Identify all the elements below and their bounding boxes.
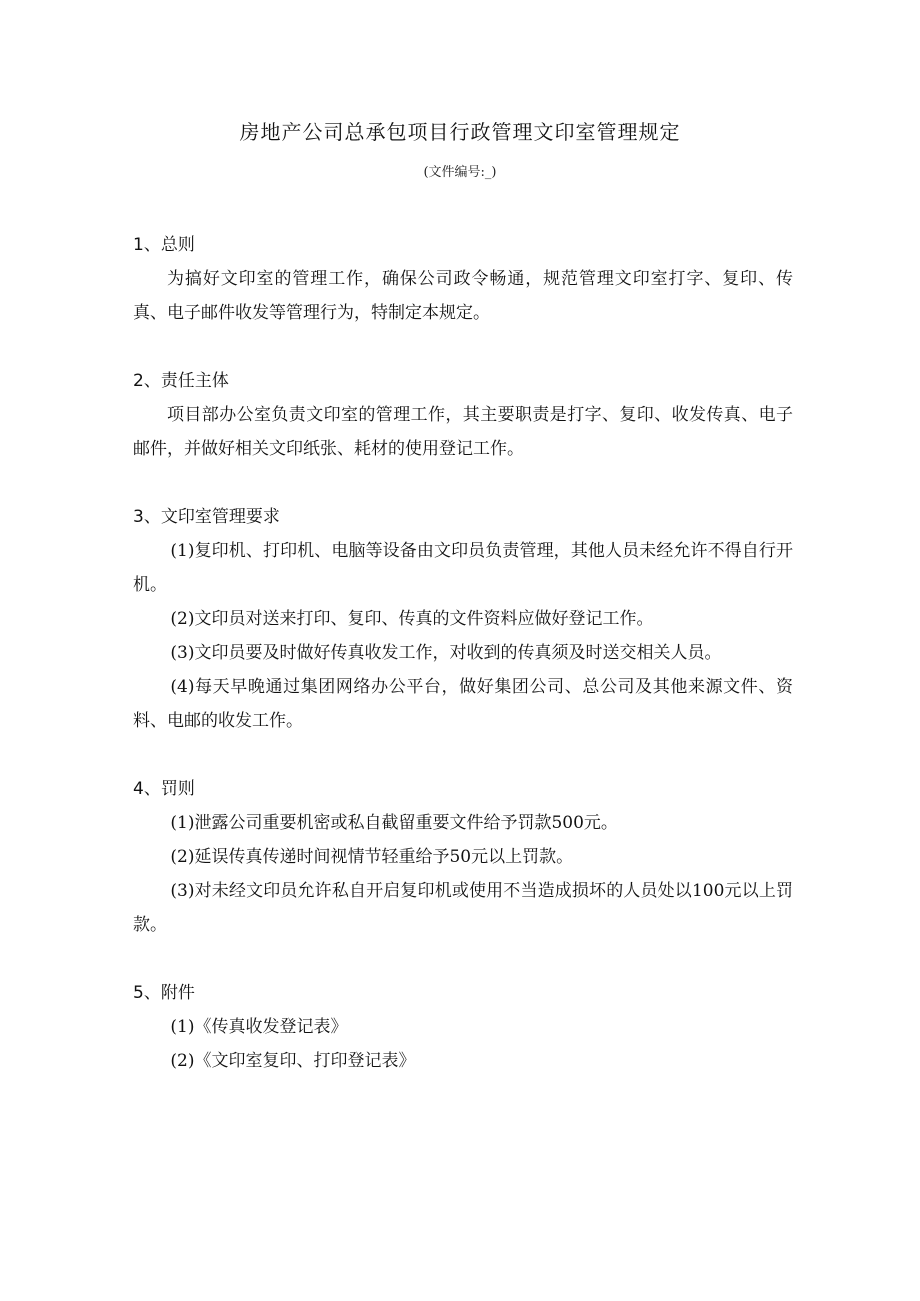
attachment-item: (2)《文印室复印、打印登记表》 (170, 1051, 416, 1071)
document-body (133, 228, 793, 1112)
section-management-requirements (133, 500, 793, 738)
section-penalties (133, 772, 793, 942)
list-item: (4)每天早晚通过集团网络办公平台，做好集团公司、总公司及其他来源文件、资料、电邮的收发工作。 (133, 677, 793, 731)
section-heading: 4、罚则 (133, 779, 195, 799)
section-heading: 1、总则 (133, 235, 195, 255)
list-item: (3)文印员要及时做好传真收发工作，对收到的传真须及时送交相关人员。 (170, 643, 722, 663)
section-heading: 3、文印室管理要求 (133, 507, 280, 527)
section-heading: 5、附件 (133, 983, 195, 1003)
document-number: (文件编号:_) (423, 165, 497, 180)
section-paragraph: 项目部办公室负责文印室的管理工作，其主要职责是打字、复印、收发传真、电子邮件，并做好相关文印纸张、耗材的使用登记工作。 (133, 405, 793, 459)
section-paragraph: 为搞好文印室的管理工作，确保公司政令畅通，规范管理文印室打字、复印、传真、电子邮件收发等管理行为，特制定本规定。 (133, 269, 793, 323)
list-item: (2)延误传真传递时间视情节轻重给予50元以上罚款。 (170, 847, 574, 867)
section-responsibility (133, 364, 793, 466)
list-item: (3)对未经文印员允许私自开启复印机或使用不当造成损坏的人员处以100元以上罚款。 (133, 881, 793, 935)
list-item: (1)复印机、打印机、电脑等设备由文印员负责管理，其他人员未经允许不得自行开机。 (133, 541, 793, 595)
section-attachments (133, 976, 793, 1078)
section-heading: 2、责任主体 (133, 371, 229, 391)
document-title: 房地产公司总承包项目行政管理文印室管理规定 (239, 120, 681, 144)
section-general (133, 228, 793, 330)
list-item: (2)文印员对送来打印、复印、传真的文件资料应做好登记工作。 (170, 609, 654, 629)
list-item: (1)泄露公司重要机密或私自截留重要文件给予罚款500元。 (170, 813, 618, 833)
attachment-item: (1)《传真收发登记表》 (170, 1017, 348, 1037)
